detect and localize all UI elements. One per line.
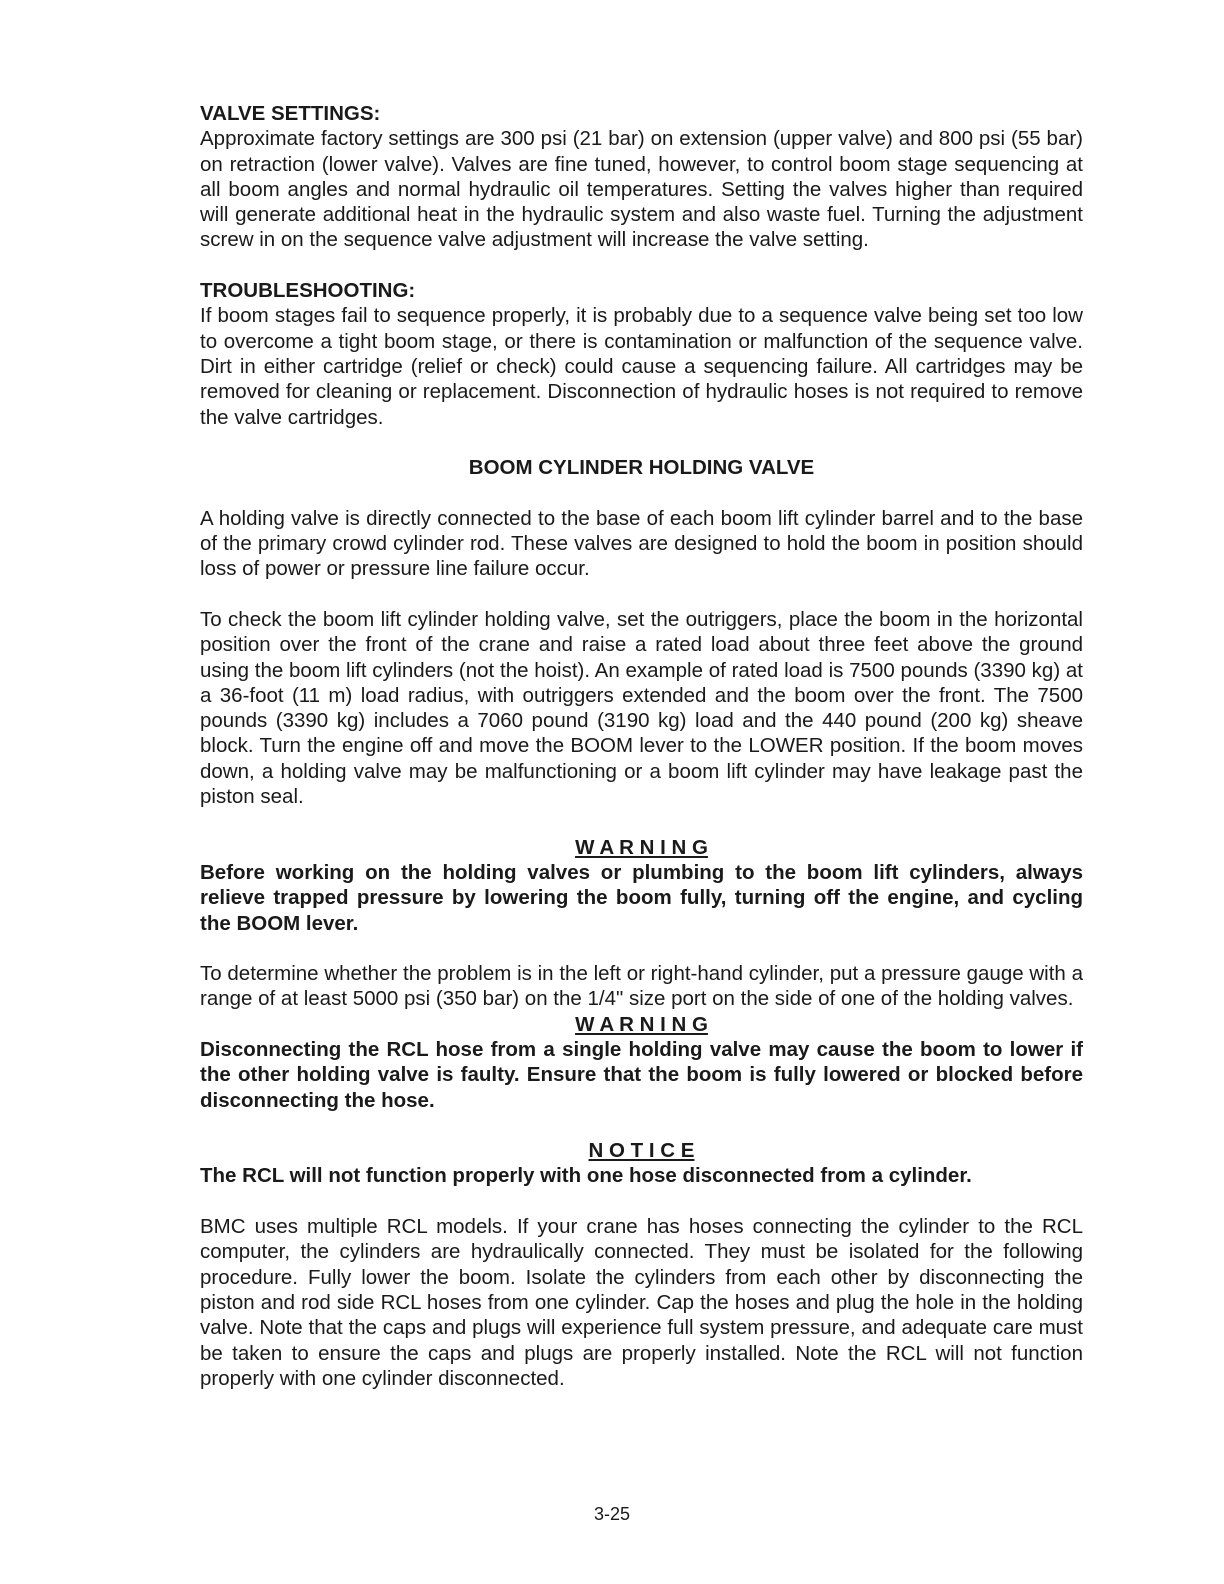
warning-text-2: Disconnecting the RCL hose from a single holding valve may cause the boom to lower if the other holding valve is faulty. Ensure that the boom is fully lowered or blocked before disconnecting the hose.: [200, 1037, 1083, 1112]
warning-text-1: Before working on the holding valves or plumbing to the boom lift cylinders, always relieve trapped pressure by lowering the boom fully, turning off the engine, and cycling the BOOM lever.: [200, 860, 1083, 935]
warning-heading-2: W A R N I N G: [575, 1012, 708, 1036]
gauge-paragraph: To determine whether the problem is in the left or right-hand cylinder, put a pressure gauge with a range of at least 5000 psi (350 bar) on the 1/4" size port on the side of one of the holding valves.: [200, 962, 1083, 1011]
valve-settings-paragraph: Approximate factory settings are 300 psi (21 bar) on extension (upper valve) and 800 psi (55 bar) on retraction (lower valve). Valves are fine tuned, however, to control boom stage sequencing at all boom angles and normal hydraulic oil temperatures. Setting the valves higher than required will generate additional heat in the hydraulic system and also waste fuel. Turning the adjustment screw in on the sequence valve adjustment will increase the valve setting.: [200, 127, 1083, 252]
holding-valve-heading: BOOM CYLINDER HOLDING VALVE: [468, 456, 815, 480]
page-number: 3-25: [593, 1504, 631, 1524]
troubleshooting-heading: TROUBLESHOOTING:: [200, 279, 416, 303]
troubleshooting-paragraph: If boom stages fail to sequence properly, it is probably due to a sequence valve being set too low to overcome a tight boom stage, or there is contamination or malfunction of the sequence valve. Dirt in either cartridge (relief or check) could cause a sequencing failure. All cartridges may be removed for cleaning or replacement. Disconnection of hydraulic hoses is not required to remove the valve cartridges.: [200, 304, 1083, 429]
holding-valve-paragraph-2: To check the boom lift cylinder holding valve, set the outriggers, place the boom in the horizontal position over the front of the crane and raise a rated load about three feet above the ground using the boom lift cylinders (not the hoist). An example of rated load is 7500 pounds (3390 kg) at a 36-foot (11 m) load radius, with outriggers extended and the boom over the front. The 7500 pounds (3390 kg) includes a 7060 pound (3190 kg) load and the 440 pound (200 kg) sheave block. Turn the engine off and move the BOOM lever to the LOWER position. If the boom moves down, a holding valve may be malfunctioning or a boom lift cylinder may have leakage past the piston seal.: [200, 607, 1083, 809]
holding-valve-paragraph-1: A holding valve is directly connected to the base of each boom lift cylinder barrel and to the base of the primary crowd cylinder rod. These valves are designed to hold the boom in position should loss of power or pressure line failure occur.: [200, 506, 1083, 581]
warning-heading-1: W A R N I N G: [575, 835, 708, 859]
notice-text: The RCL will not function properly with one hose disconnected from a cylinder.: [200, 1164, 972, 1188]
valve-settings-heading: VALVE SETTINGS:: [200, 102, 381, 125]
rcl-paragraph: BMC uses multiple RCL models. If your crane has hoses connecting the cylinder to the RCL computer, the cylinders are hydraulically connected. They must be isolated for the following procedure. Fully lower the boom. Isolate the cylinders from each other by disconnecting the piston and rod side RCL hoses from one cylinder. Cap the hoses and plug the hole in the holding valve. Note that the caps and plugs will experience full system pressure, and adequate care must be taken to ensure the caps and plugs are properly installed. Note the RCL will not function properly with one cylinder disconnected.: [200, 1215, 1083, 1390]
document-page: [200, 101, 1083, 1391]
notice-heading: N O T I C E: [588, 1139, 695, 1163]
